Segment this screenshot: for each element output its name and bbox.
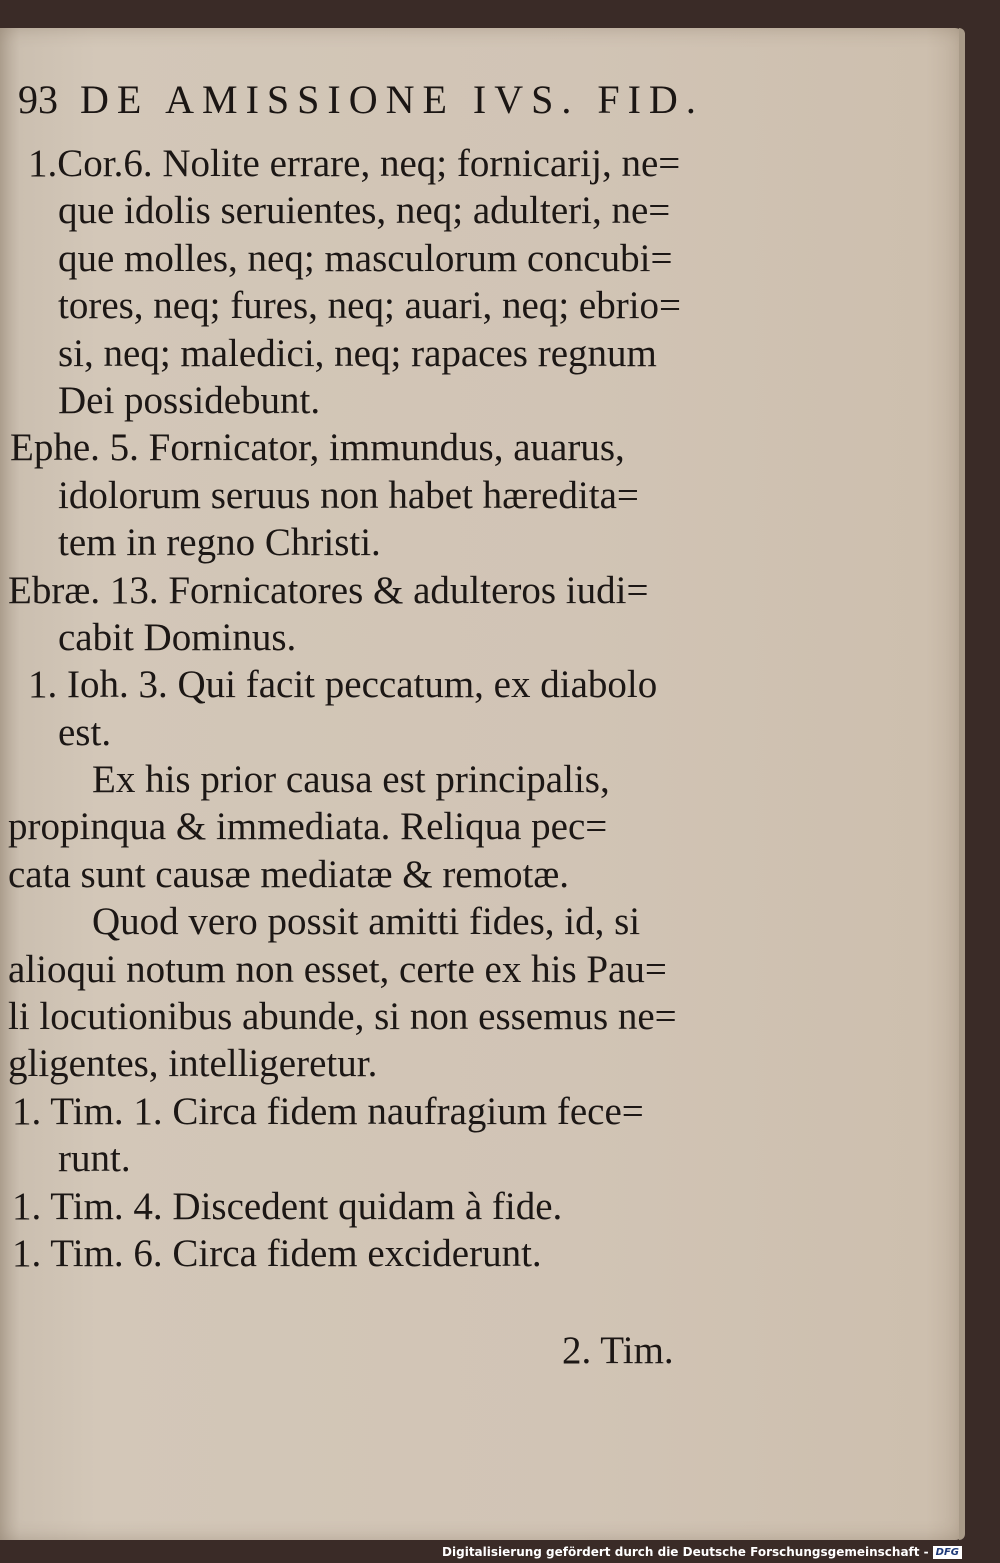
catchword: 2. Tim. [562,1329,674,1372]
page-text [0,140,760,1277]
text-line: si, neq; maledici, neq; rapaces regnum [58,331,657,375]
dfg-logo-icon: DFG [933,1546,962,1559]
text-line: 1. Ioh. 3. Qui facit peccatum, ex diabolo [28,663,658,707]
text-line: que idolis seruientes, neq; adulteri, ne= [58,189,671,233]
text-line: Ebræ. 13. Fornicatores & adulteros iudi= [8,568,649,612]
text-line: propinqua & immediata. Reliqua pec= [8,805,608,849]
text-line: cabit Dominus. [58,615,297,659]
text-line: li locutionibus abunde, si non essemus ne= [8,995,677,1039]
text-line: 1. Tim. 4. Discedent quidam à fide. [12,1184,563,1228]
text-line: cata sunt causæ mediatæ & remotæ. [8,852,570,896]
text-line: tem in regno Christi. [58,521,381,565]
text-line: gligentes, intelligeretur. [8,1042,378,1086]
text-line: 1. Tim. 6. Circa fidem exciderunt. [12,1231,542,1275]
text-line: Ephe. 5. Fornicator, immundus, auarus, [10,426,625,470]
text-line: idolorum seruus non habet hæredita= [58,473,639,517]
running-head-title: DE AMISSIONE IVS. FID. [80,77,704,122]
text-line: runt. [58,1137,131,1181]
page-edge [959,28,965,1540]
text-line: 1.Cor.6. Nolite errare, neq; fornicarij, ne= [28,142,681,185]
text-line: que molles, neq; masculorum concubi= [58,236,673,280]
text-line: Dei possidebunt. [58,378,321,422]
digitization-credit [442,1545,962,1559]
page-number: 93 [18,77,58,122]
book-page [0,28,965,1540]
running-head [18,76,718,123]
text-line: Ex his prior causa est principalis, [92,758,610,802]
text-line: tores, neq; fures, neq; auari, neq; ebrio= [58,284,682,328]
text-line: est. [58,710,112,754]
text-line: Quod vero possit amitti fides, id, si [92,900,641,944]
text-line: alioqui notum non esset, certe ex his Pau= [8,947,667,991]
text-line: 1. Tim. 1. Circa fidem naufragium fece= [12,1089,644,1133]
credit-text: Digitalisierung gefördert durch die Deutsche Forschungsgemeinschaft - [442,1545,929,1559]
